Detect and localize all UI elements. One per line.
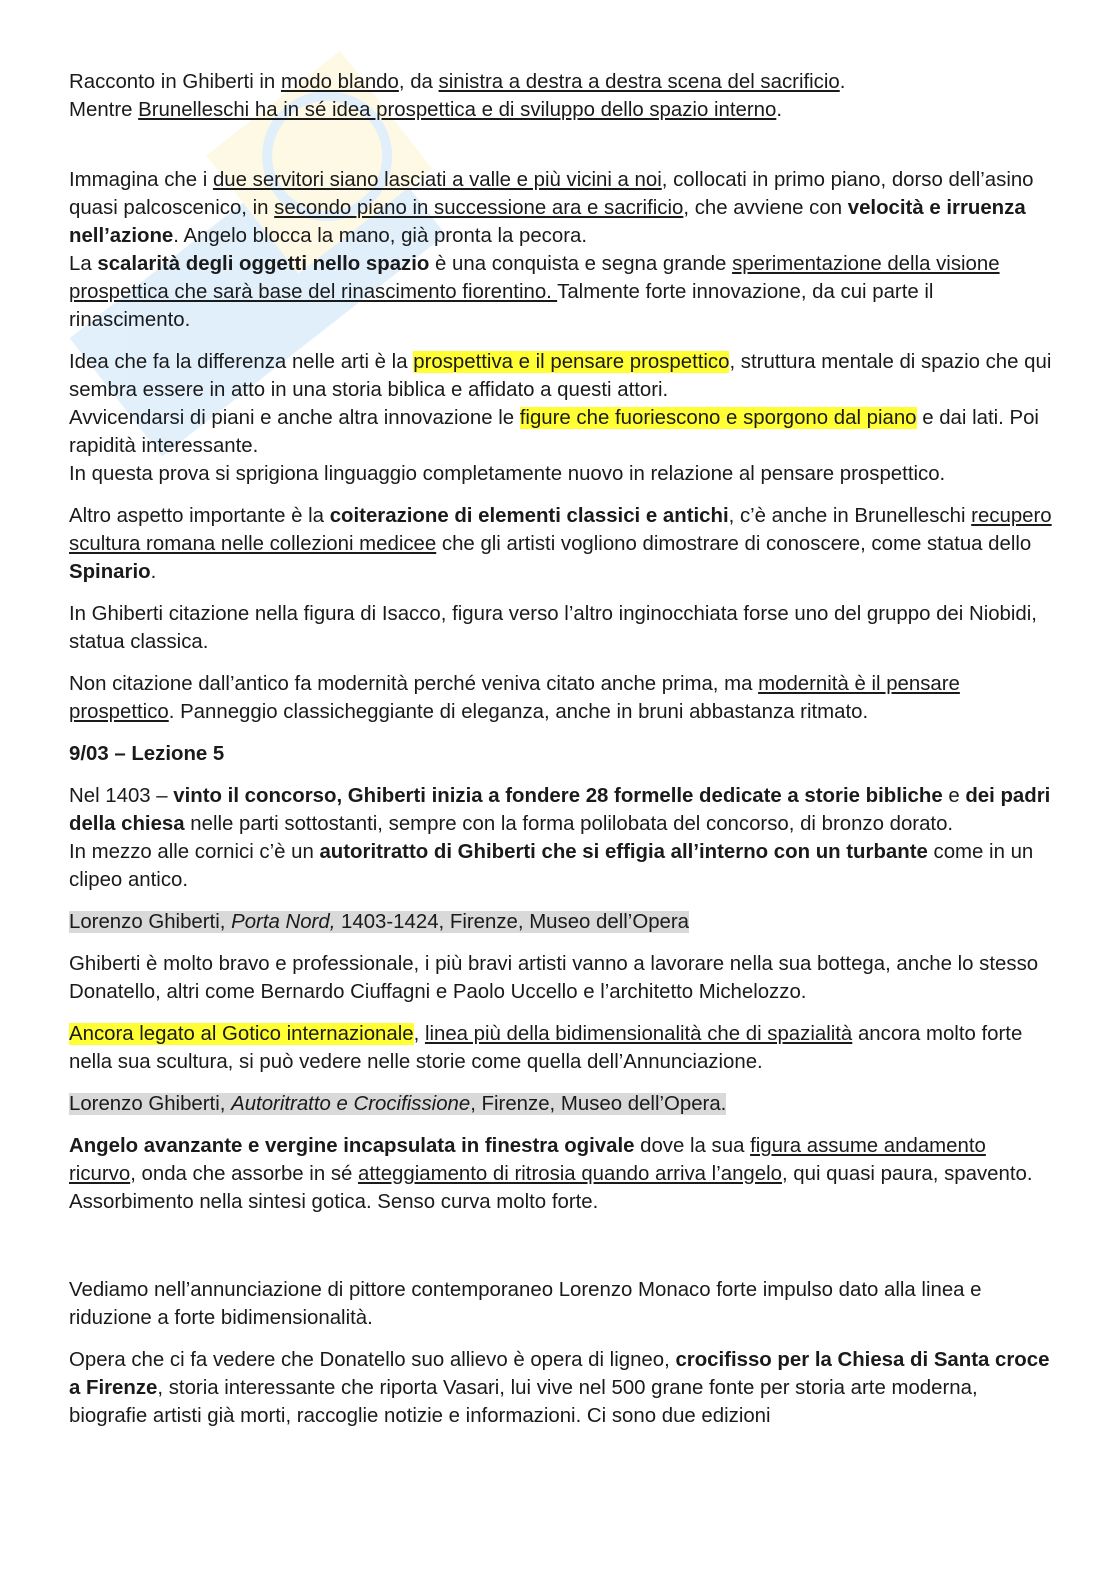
document-body	[69, 68, 1054, 1430]
text-run: , c’è anche in Brunelleschi	[728, 505, 972, 527]
text-run: scalarità degli oggetti nello spazio	[97, 253, 430, 275]
text-run: velocità e irruenza nell’azione	[69, 197, 1026, 247]
paragraph	[69, 1346, 1054, 1430]
text-run: che gli artisti vogliono dimostrare di conoscere, come statua dello	[436, 533, 1032, 555]
text-run: La	[69, 253, 98, 275]
text-run: figure che fuoriescono e sporgono dal piano	[519, 407, 917, 429]
text-run: Opera che ci fa vedere che Donatello suo allievo è opera di ligneo,	[69, 1349, 676, 1371]
text-run: Nel 1403 –	[69, 785, 174, 807]
text-run: ,	[413, 1023, 425, 1045]
text-run: Idea che fa la differenza nelle arti è la	[69, 351, 414, 373]
text-run: dei padri della chiesa	[69, 785, 1051, 835]
text-run: dove la sua	[634, 1135, 751, 1157]
text-run: In questa prova si sprigiona linguaggio completamente nuovo in relazione al pensare prospettico.	[69, 463, 946, 485]
text-run: Mentre	[69, 99, 139, 121]
paragraph	[69, 502, 1054, 586]
text-run: , struttura mentale di spazio che qui sembra essere in atto in una storia biblica e affidato a questi attori.	[69, 351, 1052, 401]
text-run: due servitori siano lasciati a valle e più vicini a noi	[212, 169, 662, 191]
text-run: Lorenzo Ghiberti,	[69, 1093, 232, 1115]
paragraph	[69, 166, 1054, 250]
paragraph	[69, 670, 1054, 726]
text-run: , collocati in primo piano, dorso dell’asino quasi palcoscenico, in	[69, 169, 1034, 219]
paragraph	[69, 96, 1054, 124]
text-run: modernità è il pensare prospettico	[69, 673, 960, 723]
text-run: , che avviene con	[683, 197, 848, 219]
text-run: recupero scultura romana nelle collezioni medicee	[69, 505, 1052, 555]
text-run: ancora molto forte nella sua scultura, si può vedere nelle storie come quella dell’Annunciazione.	[69, 1023, 1023, 1073]
text-run: Autoritratto e Crocifissione	[231, 1093, 471, 1115]
paragraph	[69, 404, 1054, 460]
text-run: , da	[398, 71, 439, 93]
text-run: Ancora legato al Gotico internazionale	[69, 1023, 414, 1045]
text-run: come in un clipeo antico.	[69, 841, 1034, 891]
paragraph	[69, 68, 1054, 96]
text-run: In Ghiberti citazione nella figura di Isacco, figura verso l’altro inginocchiata forse uno del gruppo dei Niobidi, statua classica.	[69, 603, 1037, 653]
text-run: . Angelo blocca la mano, già pronta la pecora.	[173, 225, 587, 247]
text-run: coiterazione di elementi classici e antichi	[329, 505, 729, 527]
paragraph	[69, 460, 1054, 488]
paragraph	[69, 1020, 1054, 1076]
paragraph	[69, 782, 1054, 838]
text-run: Racconto in Ghiberti in	[69, 71, 281, 93]
text-run: .	[839, 71, 846, 93]
text-run: , Firenze, Museo dell’Opera.	[470, 1093, 727, 1115]
paragraph	[69, 1132, 1054, 1216]
text-run: modo blando	[280, 71, 399, 93]
text-run: Altro aspetto importante è la	[69, 505, 330, 527]
text-run: nelle parti sottostanti, sempre con la forma polilobata del concorso, di bronzo dorato.	[184, 813, 954, 835]
text-run: crocifisso per la Chiesa di Santa croce a Firenze	[69, 1349, 1050, 1399]
text-run: .	[150, 561, 157, 583]
text-run: sinistra a destra a destra scena del sacrificio	[438, 71, 840, 93]
paragraph	[69, 908, 1054, 936]
paragraph	[69, 348, 1054, 404]
paragraph	[69, 950, 1054, 1006]
text-run: In mezzo alle cornici c’è un	[69, 841, 320, 863]
text-run: linea più della bidimensionalità che di spazialità	[424, 1023, 853, 1045]
text-run: figura assume andamento ricurvo	[69, 1135, 986, 1185]
text-run: è una conquista e segna grande	[429, 253, 733, 275]
text-run: e dai lati. Poi rapidità interessante.	[69, 407, 1039, 457]
text-run: vinto il concorso, Ghiberti inizia a fondere 28 formelle dedicate a storie bibliche	[173, 785, 943, 807]
text-run: 9/03 – Lezione 5	[69, 743, 225, 765]
paragraph	[69, 740, 1054, 768]
text-run: Avvicendarsi di piani e anche altra innovazione le	[69, 407, 520, 429]
text-run: , onda che assorbe in sé	[130, 1163, 359, 1185]
text-run: .	[776, 99, 782, 121]
text-run: Ghiberti è molto bravo e professionale, i più bravi artisti vanno a lavorare nella sua bottega, anche lo stesso Donatello, altri come Bernardo Ciuffagni e Paolo Uccello e l’architetto Michelozzo.	[69, 953, 1039, 1003]
text-run: Angelo avanzante e vergine incapsulata in finestra ogivale	[69, 1135, 635, 1157]
text-run: Spinario	[69, 561, 151, 583]
text-run: Talmente forte innovazione, da cui parte il rinascimento.	[69, 281, 934, 331]
text-run: secondo piano in successione ara e sacrificio	[274, 197, 684, 219]
text-run: atteggiamento di ritrosia quando arriva l’angelo	[358, 1163, 782, 1185]
paragraph	[69, 838, 1054, 894]
text-run: , qui quasi paura, spavento. Assorbimento nella sintesi gotica. Senso curva molto forte.	[69, 1163, 1033, 1213]
text-run: Lorenzo Ghiberti,	[69, 911, 232, 933]
text-run: prospettiva e il pensare prospettico	[413, 351, 730, 373]
text-run: Vediamo nell’annunciazione di pittore contemporaneo Lorenzo Monaco forte impulso dato alla linea e riduzione a forte bidimensionalità.	[69, 1279, 982, 1329]
text-run: , storia interessante che riporta Vasari, lui vive nel 500 grane fonte per storia arte moderna, biografie artisti già morti, raccoglie notizie e informazioni. Ci sono due edizioni	[69, 1377, 978, 1427]
paragraph	[69, 1090, 1054, 1118]
paragraph	[69, 1276, 1054, 1332]
paragraph	[69, 250, 1054, 334]
text-run: Immagina che i	[69, 169, 213, 191]
text-run: . Panneggio classicheggiante di eleganza, anche in bruni abbastanza ritmato.	[168, 701, 869, 723]
text-run: Porta Nord,	[231, 911, 336, 933]
paragraph	[69, 600, 1054, 656]
text-run: Non citazione dall’antico fa modernità perché veniva citato anche prima, ma	[69, 673, 759, 695]
text-run: Brunelleschi ha in sé idea prospettica e di sviluppo dello spazio interno	[138, 99, 777, 121]
text-run: 1403-1424, Firenze, Museo dell’Opera	[335, 911, 689, 933]
text-run: e	[942, 785, 966, 807]
text-run: sperimentazione della visione prospettica che sarà base del rinascimento fiorentino.	[69, 253, 1000, 303]
text-run: autoritratto di Ghiberti che si effigia all’interno con un turbante	[319, 841, 928, 863]
